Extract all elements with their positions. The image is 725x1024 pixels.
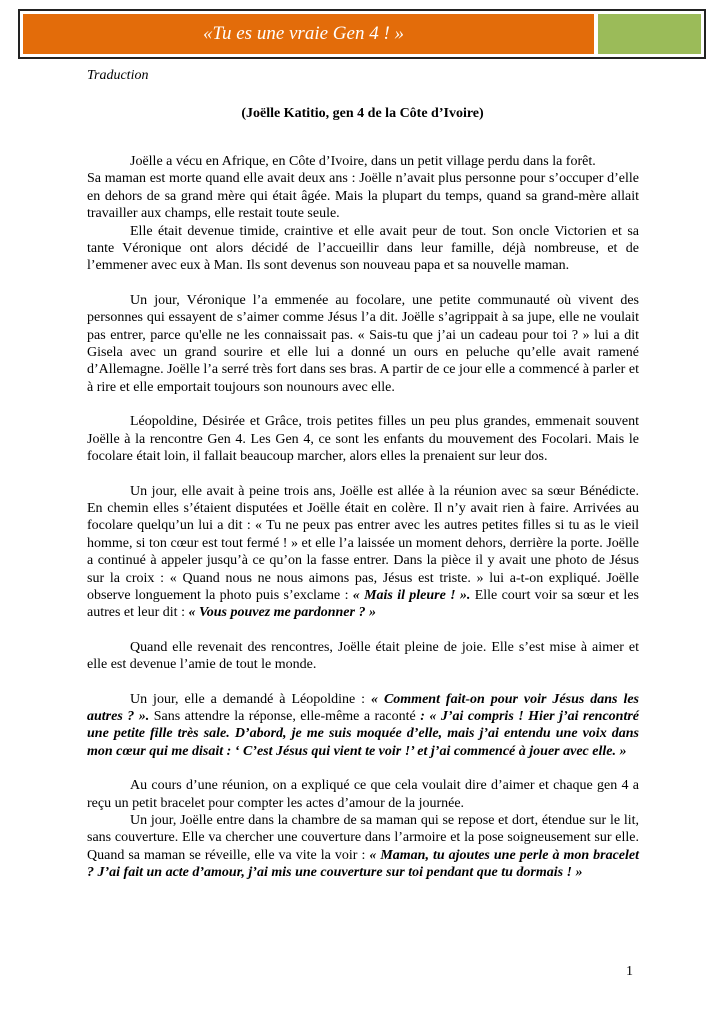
paragraph-5: Léopoldine, Désirée et Grâce, trois petites filles un peu plus grandes, emmenait souvent Joëlle à la rencontre Gen 4. Les Gen 4, ce sont les enfants du mouvement des Focolari. Mais le focolare était loin, il fallait beaucoup marcher, alors elles la prenaient sur leur dos. <box>87 414 639 465</box>
header-title-bar <box>23 14 594 54</box>
paragraph-6-text-1: Un jour, elle avait à peine trois ans, Joëlle est allée à la réunion avec sa sœur Bénédicte. En chemin elles s’étaient disputées et Joëlle était en colère. Il n’y avait rien à faire. Arrivées au focolare quelqu’un lui a dit : « Tu ne peux pas entrer avec les autres petites filles si tu as le vieil homme, si ton cœur est tout fermé ! » et elle l’a laissée un moment dehors, derrière la porte. Joëlle a continué à appeler jusqu’à ce qu’on la fasse entrer. Dans la pièce il y avait une photo de Jésus sur la croix : « Quand nous ne nous aimons pas, Jésus est triste. » lui a-t-on expliqué. Joëlle observe longuement la photo puis s’exclame : <box>87 483 639 603</box>
paragraph-4: Un jour, Véronique l’a emmenée au focolare, une petite communauté où vivent des personnes qui essayent de s’aimer comme Jésus l’a dit. Joëlle s’agrippait à sa jupe, elle ne voulait pas entrer, parce qu'elle ne les connaissait pas. « Sais-tu que j’ai un cadeau pour toi ? » lui a dit Gisela avec un grand sourire et elle lui a donné un ours en peluche qu’elle avait ramené d’Allemagne. Joëlle l’a serré très fort dans ses bras. A partir de ce jour elle a commencé à parler et à rire et elle emportait toujours son nounours avec elle. <box>87 292 639 395</box>
paragraph-2: Sa maman est morte quand elle avait deux ans : Joëlle n’avait plus personne pour s’occuper d’elle en dehors de sa grand mère qui était âgée. Mais la plupart du temps, quand sa grand-mère allait travailler aux champs, elle restait toute seule. <box>87 171 639 222</box>
paragraph-8-text-1: Un jour, elle a demandé à Léopoldine : <box>130 691 371 707</box>
article-heading: (Joëlle Katitio, gen 4 de la Côte d’Ivoire) <box>241 106 484 121</box>
paragraph-8-quote-2: : « J’ai compris ! Hier j’ai rencontré une petite fille très sale. D’abord, je me suis moquée d’elle, mais j’ai entendu une voix dans mon cœur qui me disait : ‘ C’est Jésus qui vient te voir !’ et j’ai commencé à jouer avec elle. » <box>87 708 640 759</box>
paragraph-10-quote-1: « Maman, tu ajoutes une perle à mon bracelet ? J’ai fait un acte d’amour, j’ai mis une couverture sur toi pendant que tu dormais ! » <box>87 847 640 881</box>
article-body <box>87 153 639 882</box>
paragraph-8 <box>87 691 639 761</box>
page-title: «Tu es une vraie Gen 4 ! » <box>202 23 405 44</box>
paragraph-6 <box>87 483 639 622</box>
translation-label: Traduction <box>87 68 149 83</box>
header-banner <box>18 9 706 59</box>
paragraph-9: Au cours d’une réunion, on a expliqué ce que cela voulait dire d’aimer et chaque gen 4 a reçu un petit bracelet pour compter les actes d’amour de la journée. <box>87 778 639 811</box>
paragraph-8-quote-1: « Comment fait-on pour voir Jésus dans les autres ? ». <box>87 691 639 724</box>
paragraph-6-text-2: Elle court voir sa sœur et les autres et leur dit : <box>87 587 639 621</box>
paragraph-8-text-2: Sans attendre la réponse, elle-même a raconté <box>149 708 421 724</box>
paragraph-7: Quand elle revenait des rencontres, Joëlle était pleine de joie. Elle s’est mise à aimer et elle est devenue l’amie de tout le monde. <box>87 639 639 673</box>
header-accent-block <box>598 14 701 54</box>
paragraph-6-quote-1: « Mais il pleure ! ». <box>352 587 471 603</box>
paragraph-3: Elle était devenue timide, craintive et elle avait peur de tout. Son oncle Victorien et sa tante Véronique ont alors décidé de l’accueillir dans leur famille, déjà nombreuse, et de l’emmener avec eux à Man. Ils sont devenus son nouveau papa et sa nouvelle maman. <box>87 223 639 274</box>
paragraph-10 <box>87 812 639 882</box>
paragraph-6-quote-2: « Vous pouvez me pardonner ? » <box>188 605 376 621</box>
paragraph-1: Joëlle a vécu en Afrique, en Côte d’Ivoire, dans un petit village perdu dans la forêt. <box>130 154 596 169</box>
page-number: 1 <box>626 964 633 979</box>
paragraph-10-text-1: Un jour, Joëlle entre dans la chambre de sa maman qui se repose et dort, étendue sur le lit, sans couverture. Elle va chercher une couverture dans l’armoire et la pose soigneusement sur elle. Quand sa maman se réveille, elle va vite la voir : <box>87 813 639 863</box>
